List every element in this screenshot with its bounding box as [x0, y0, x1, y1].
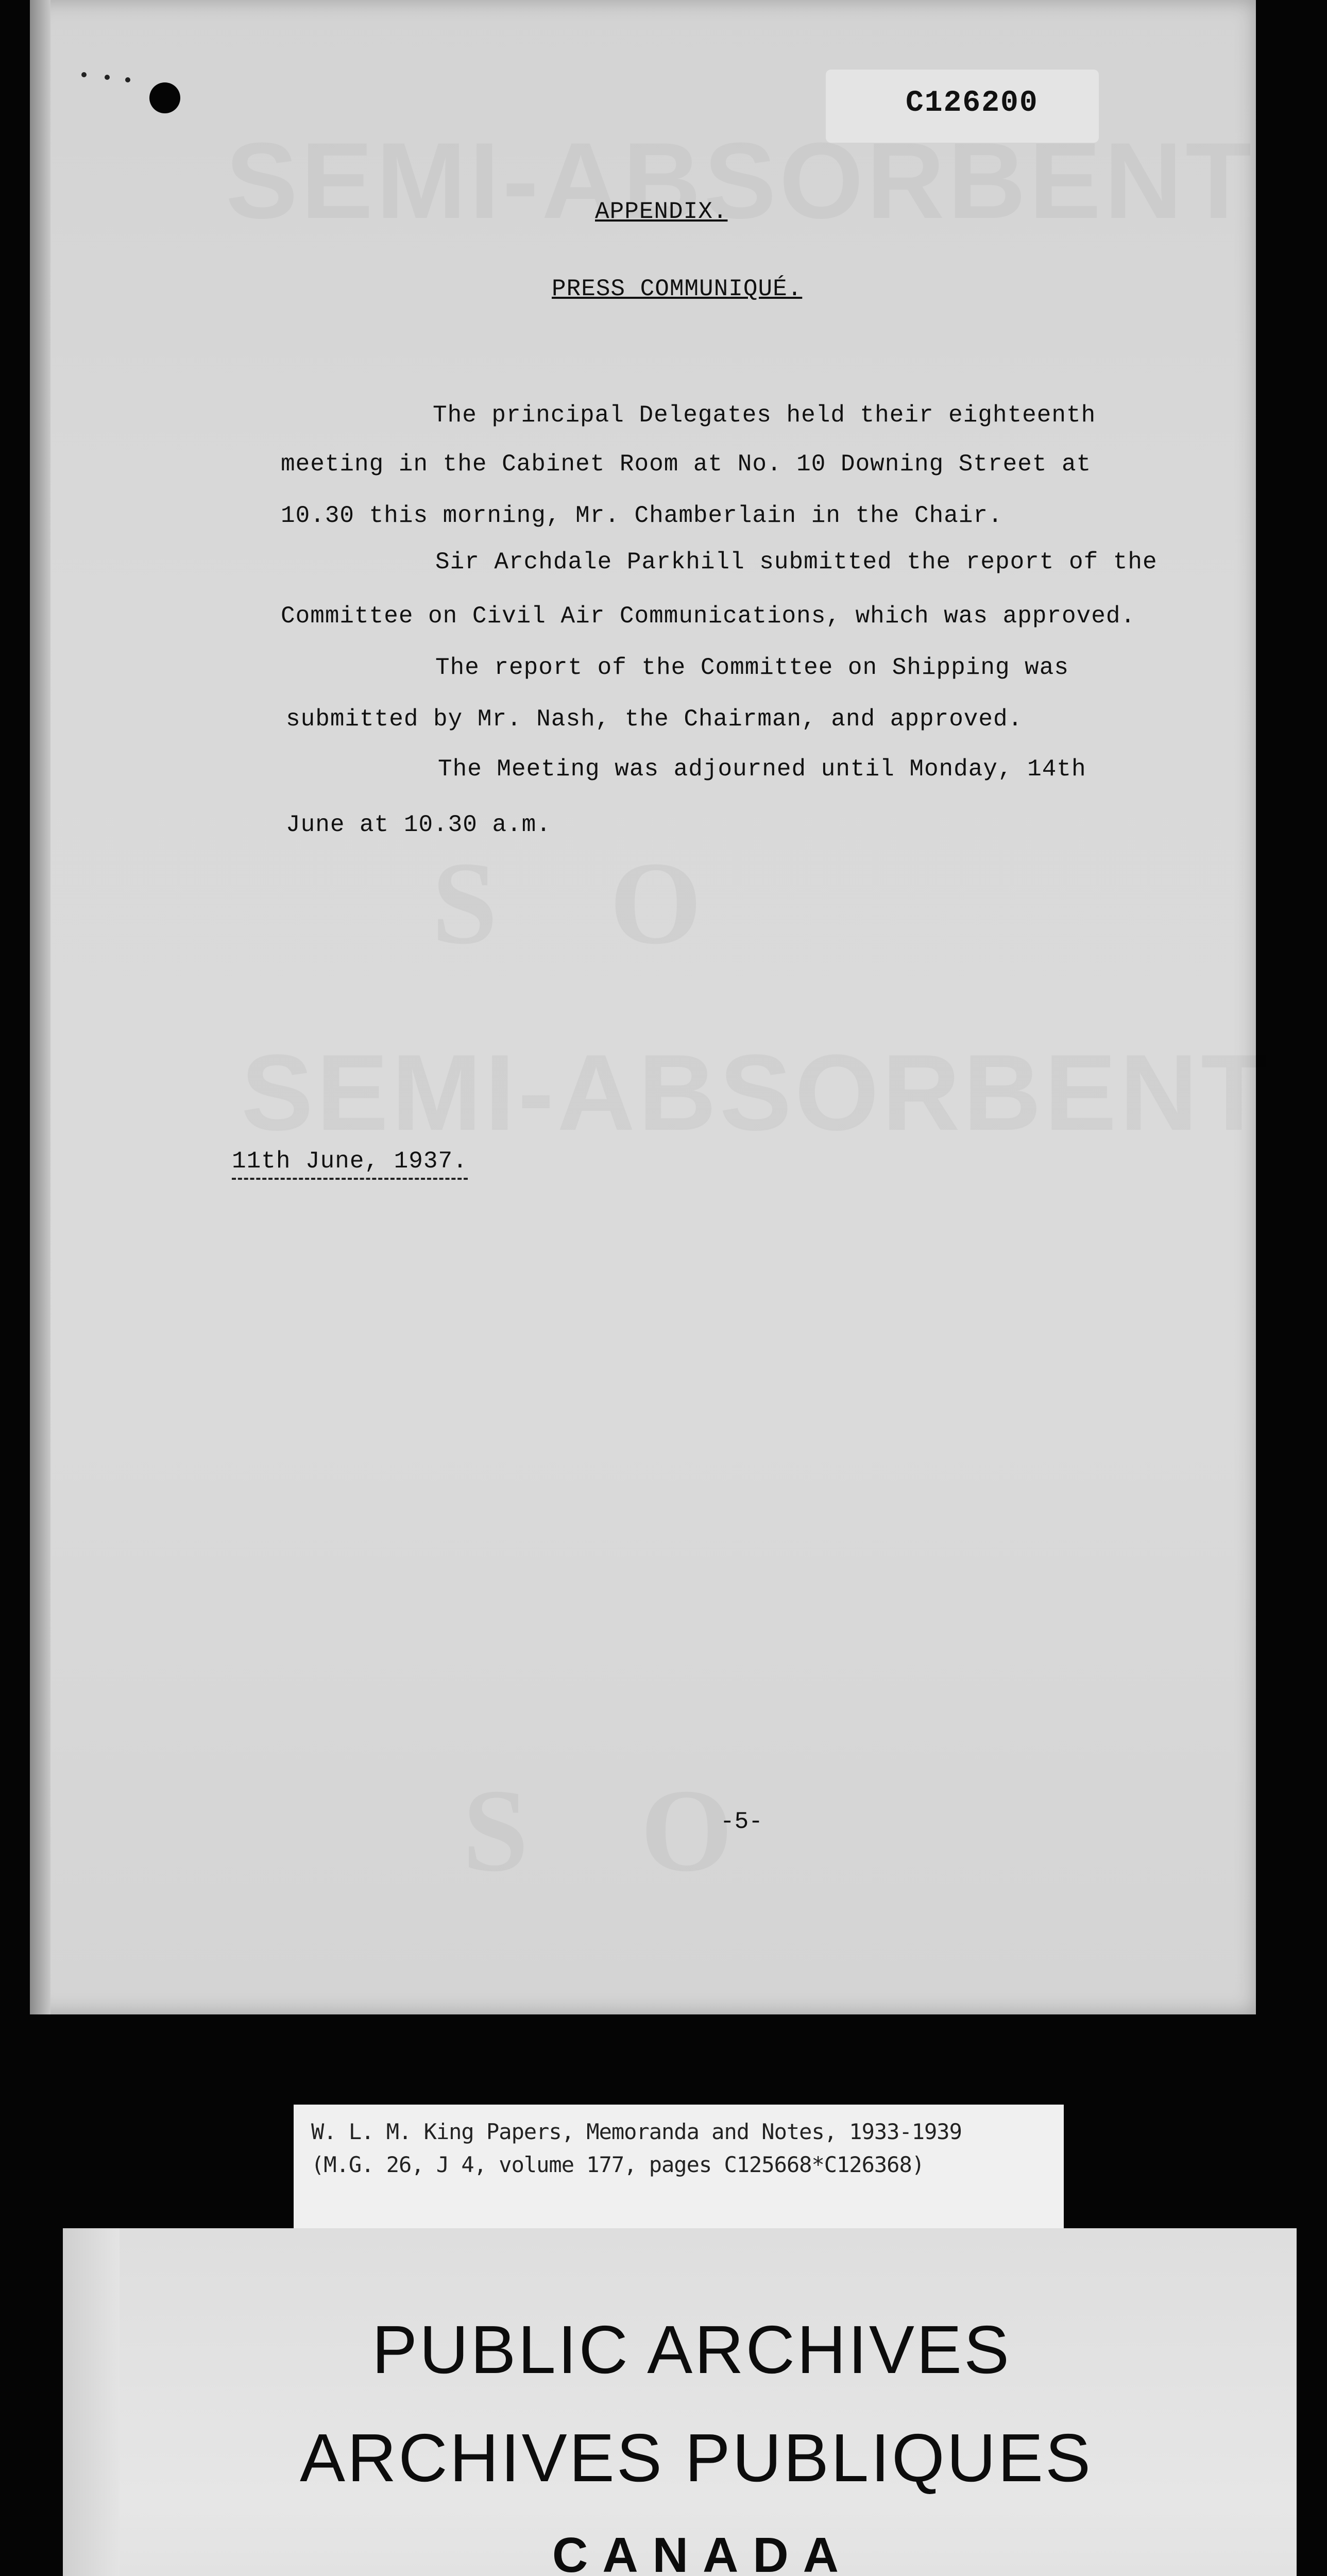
- page-number: -5-: [720, 1808, 763, 1835]
- label-edge-shadow: [63, 2228, 120, 2576]
- canada-text: CANADA: [552, 2528, 853, 2576]
- archives-publiques-text: ARCHIVES PUBLIQUES: [300, 2420, 1093, 2496]
- archives-label: [63, 2228, 1297, 2576]
- reference-number: C126200: [906, 87, 1039, 120]
- dot-mark: [125, 77, 130, 82]
- body-line: 10.30 this morning, Mr. Chamberlain in the Chair.: [281, 502, 1003, 529]
- body-line: The Meeting was adjourned until Monday, 14th: [438, 756, 1086, 783]
- punch-hole-icon: [149, 82, 180, 113]
- watermark-top: [226, 118, 1254, 243]
- seal-watermark-upper: [432, 835, 743, 971]
- citation-line-1: W. L. M. King Papers, Memoranda and Notes, 1933-1939: [311, 2119, 962, 2144]
- watermark-middle: [241, 1030, 1270, 1155]
- body-line: The report of the Committee on Shipping was: [435, 654, 1069, 681]
- press-communique-heading: PRESS COMMUNIQUÉ.: [552, 276, 803, 302]
- body-line: Sir Archdale Parkhill submitted the report of the: [435, 549, 1158, 575]
- body-line: submitted by Mr. Nash, the Chairman, and approved.: [286, 706, 1023, 733]
- document-date: 11th June, 1937.: [232, 1148, 468, 1180]
- body-line: The principal Delegates held their eighteenth: [433, 402, 1096, 429]
- body-line: meeting in the Cabinet Room at No. 10 Downing Street at: [281, 451, 1092, 478]
- body-line: June at 10.30 a.m.: [286, 811, 551, 838]
- public-archives-text: PUBLIC ARCHIVES: [372, 2312, 1012, 2387]
- appendix-heading: APPENDIX.: [595, 198, 728, 225]
- document-page: [30, 0, 1256, 2014]
- dot-mark: [105, 75, 110, 80]
- dot-mark: [81, 72, 87, 77]
- citation-label: [294, 2105, 1064, 2228]
- body-line: Committee on Civil Air Communications, which was approved.: [281, 603, 1136, 630]
- page-edge-shadow: [30, 0, 50, 2014]
- citation-line-2: (M.G. 26, J 4, volume 177, pages C125668*C126368): [311, 2152, 925, 2177]
